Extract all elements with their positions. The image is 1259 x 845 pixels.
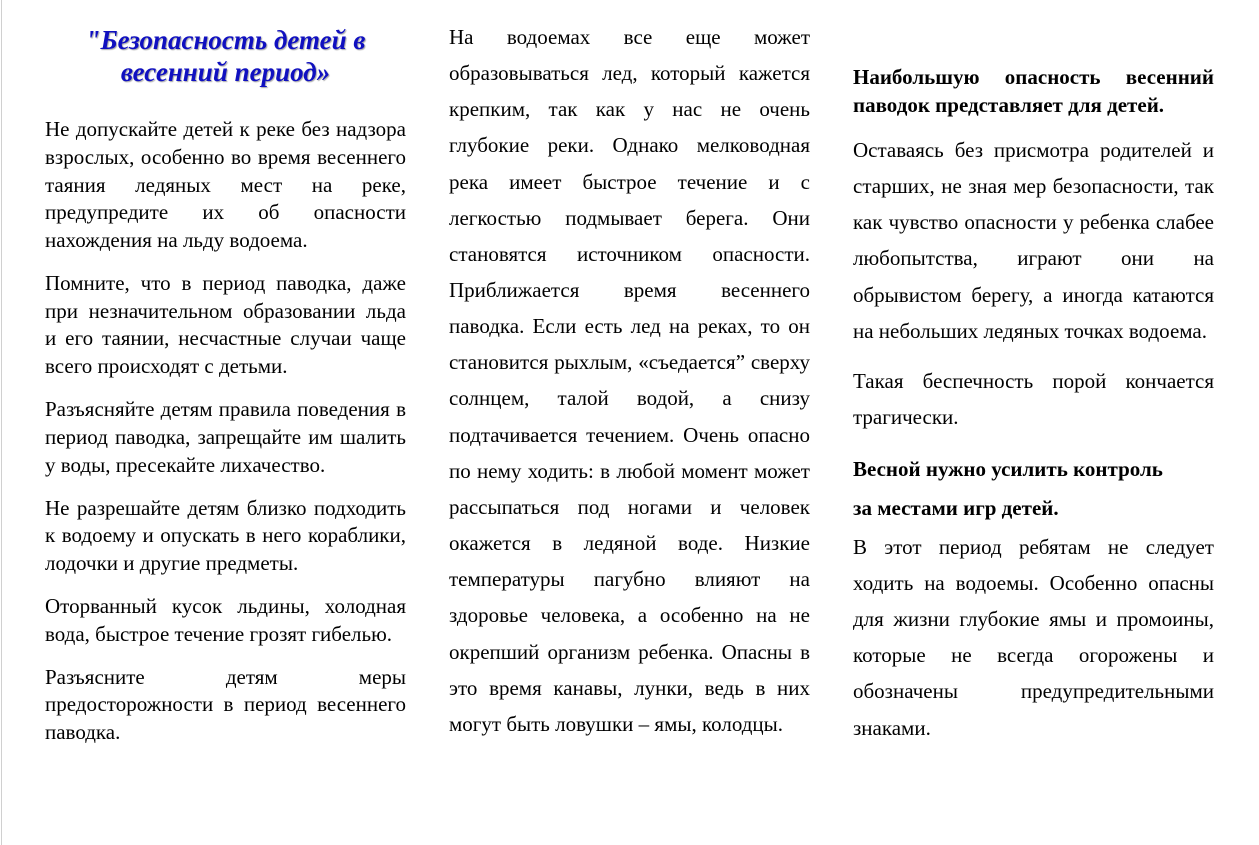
text-line: здоровье человека, а особенно на не bbox=[449, 603, 810, 628]
text-line: температуры пагубно влияют на bbox=[449, 567, 810, 592]
paragraph bbox=[853, 132, 1214, 349]
paragraph bbox=[45, 396, 406, 479]
text-line: как чувство опасности у ребенка слабее bbox=[853, 210, 1214, 235]
text-line: Разъясните детям меры bbox=[45, 664, 406, 689]
text-line: Не разрешайте детям близко подходить bbox=[45, 495, 406, 520]
text-line: по нему ходить: в любой момент может bbox=[449, 458, 810, 483]
text-line: образовываться лед, который кажется bbox=[449, 61, 810, 86]
text-line: подтачивается течением. Очень опасно bbox=[449, 422, 810, 447]
text-line: взрослых, особенно во время весеннего bbox=[45, 144, 406, 169]
text-line: становятся источником опасности. bbox=[449, 241, 810, 266]
paragraph bbox=[449, 19, 810, 742]
text-line: предупредите их об опасности bbox=[45, 200, 406, 225]
bold-paragraph bbox=[853, 64, 1214, 119]
text-line: всего происходят с детьми. bbox=[45, 354, 288, 379]
title-line: весенний период» bbox=[120, 57, 331, 87]
text-line: становится рыхлым, «съедается” сверху bbox=[449, 350, 810, 375]
text-line: и его таянии, несчастные случаи чаще bbox=[45, 326, 406, 351]
text-line: это время канавы, лунки, ведь в них bbox=[449, 675, 810, 700]
text-line: Не допускайте детей к реке без надзора bbox=[45, 117, 406, 142]
text-line: трагически. bbox=[853, 405, 959, 430]
text-line: река имеет быстрое течение и с bbox=[449, 169, 810, 194]
text-line: паводка. bbox=[45, 720, 121, 745]
paragraph bbox=[853, 363, 1214, 435]
text-line: Оторванный кусок льдины, холодная bbox=[45, 593, 406, 618]
text-line: окажется в ледяной воде. Низкие bbox=[449, 531, 810, 556]
bold-paragraph bbox=[853, 451, 1214, 487]
text-line: паводок представляет для детей. bbox=[853, 92, 1165, 117]
paragraph bbox=[45, 270, 406, 381]
text-line: рассыпаться под ногами и человек bbox=[449, 494, 810, 519]
paragraph bbox=[853, 529, 1214, 746]
text-line: ходить на водоемы. Особенно опасны bbox=[853, 570, 1214, 595]
text-line: Приближается время весеннего bbox=[449, 277, 810, 302]
text-line: В этот период ребятам не следует bbox=[853, 534, 1214, 559]
paragraph bbox=[45, 593, 406, 648]
text-line: при незначительном образовании льда bbox=[45, 298, 406, 323]
text-line: паводка. Если есть лед на реках, то он bbox=[449, 314, 810, 339]
text-line: На водоемах все еще может bbox=[449, 24, 810, 49]
text-line: для жизни глубокие ямы и промоины, bbox=[853, 607, 1214, 632]
paragraph bbox=[45, 664, 406, 747]
text-line: период паводка, запрещайте им шалить bbox=[45, 424, 406, 449]
text-line: могут быть ловушки – ямы, колодцы. bbox=[449, 711, 783, 736]
text-line: у воды, пресекайте лихачество. bbox=[45, 452, 326, 477]
text-line: нахождения на льду водоема. bbox=[45, 228, 308, 252]
text-line: Весной нужно усилить контроль bbox=[853, 456, 1163, 481]
text-line: которые не всегда огорожены и bbox=[853, 643, 1214, 668]
column-left bbox=[45, 0, 406, 762]
page-edge bbox=[1, 0, 2, 845]
text-line: старших, не зная мер безопасности, так bbox=[853, 174, 1214, 199]
text-line: Разъясняйте детям правила поведения в bbox=[45, 397, 406, 422]
text-line: обрывистом берегу, а иногда катаются bbox=[853, 282, 1214, 307]
text-line: солнцем, талой водой, а снизу bbox=[449, 386, 810, 411]
text-line: таяния ледяных мест на реке, bbox=[45, 172, 406, 197]
text-line: легкостью подмывает берега. Они bbox=[449, 205, 810, 230]
text-line: к водоему и опускать в него кораблики, bbox=[45, 523, 406, 548]
text-line: Оставаясь без присмотра родителей и bbox=[853, 137, 1214, 162]
text-line: за местами игр детей. bbox=[853, 495, 1059, 520]
column-middle bbox=[449, 0, 810, 742]
text-line: глубокие реки. Однако мелководная bbox=[449, 133, 810, 158]
text-line: Наибольшую опасность весенний bbox=[853, 65, 1214, 90]
text-line: крепким, так как у нас не очень bbox=[449, 97, 810, 122]
text-line: вода, быстрое течение грозят гибелью. bbox=[45, 621, 393, 646]
text-line: Помните, что в период паводка, даже bbox=[45, 271, 406, 295]
text-line: предосторожности в период весеннего bbox=[45, 692, 406, 717]
text-line: любопытства, играют они на bbox=[853, 246, 1214, 271]
paragraph bbox=[45, 116, 406, 255]
text-line: окрепший организм ребенка. Опасны в bbox=[449, 639, 810, 664]
text-line: обозначены предупредительными bbox=[853, 679, 1214, 704]
paragraph bbox=[45, 495, 406, 578]
title-line: "Безопасность детей в bbox=[85, 25, 366, 55]
text-line: Такая беспечность порой кончается bbox=[853, 368, 1214, 393]
text-line: знаками. bbox=[853, 715, 931, 740]
text-line: лодочки и другие предметы. bbox=[45, 550, 299, 575]
text-line: на небольших ледяных точках водоема. bbox=[853, 318, 1207, 343]
bold-paragraph bbox=[853, 490, 1214, 526]
document-title bbox=[45, 24, 406, 88]
column-right bbox=[853, 0, 1214, 746]
